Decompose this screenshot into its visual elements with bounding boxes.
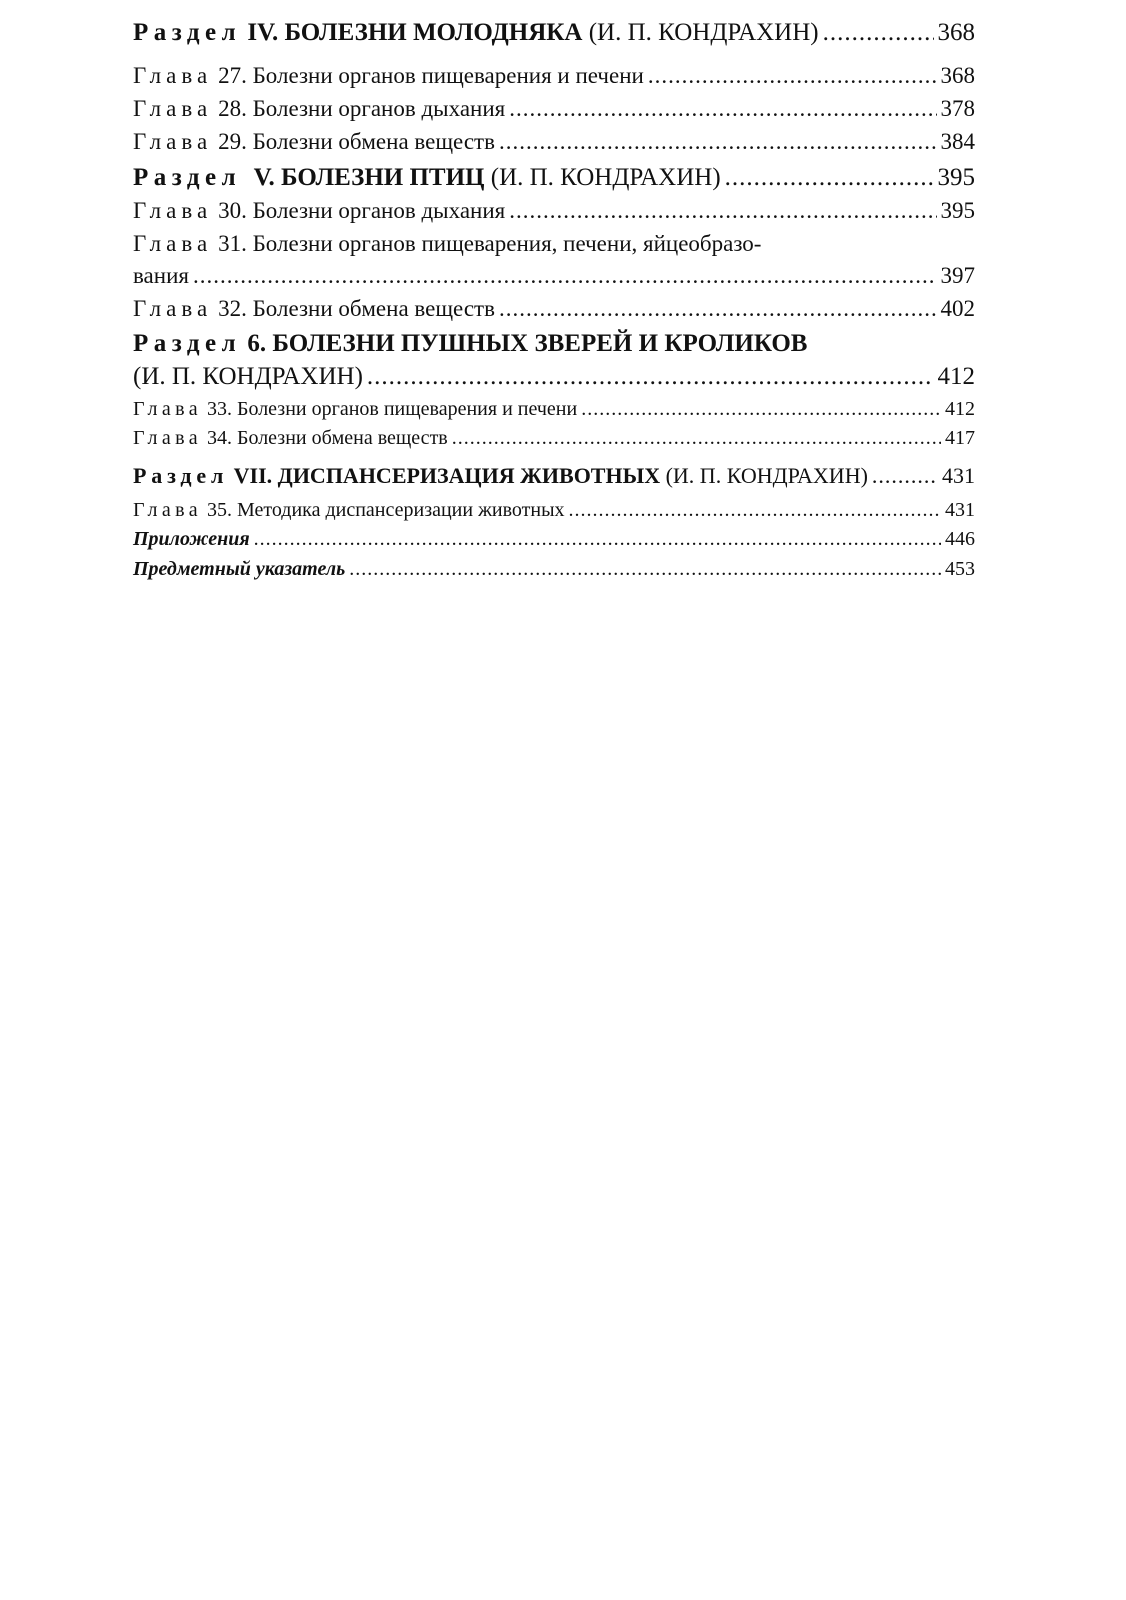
toc-appendix[interactable]	[133, 525, 975, 554]
toc-part-6[interactable]	[133, 327, 975, 393]
part-author: (И. П. КОНДРАХИН)	[133, 363, 363, 390]
chapter-prefix: Глава	[133, 398, 202, 420]
chapter-prefix: Глава	[133, 63, 213, 88]
appendix-title: Приложения	[133, 528, 250, 550]
chapter-prefix: Глава	[133, 499, 202, 521]
part-title: VII. ДИСПАНСЕРИЗАЦИЯ ЖИВОТНЫХ	[233, 463, 661, 488]
toc-chapter-30[interactable]	[133, 195, 975, 227]
leader-dots	[509, 195, 936, 227]
part-prefix: Раздел	[133, 19, 242, 46]
leader-dots	[499, 126, 937, 158]
page-number: 453	[945, 558, 975, 580]
toc-chapter-31[interactable]	[133, 228, 975, 292]
toc-subject-index[interactable]	[133, 555, 975, 584]
chapter-title: 33. Болезни органов пищеварения и печени	[206, 398, 578, 420]
page-number: 412	[945, 398, 975, 420]
index-title: Предметный указатель	[133, 558, 346, 580]
page-number: 397	[940, 263, 975, 288]
toc-chapter-27[interactable]	[133, 60, 975, 92]
chapter-title: 28. Болезни органов дыхания	[218, 96, 506, 121]
toc-part-7[interactable]	[133, 459, 975, 492]
chapter-prefix: Глава	[133, 198, 213, 223]
chapter-title: 27. Болезни органов пищеварения и печени	[218, 63, 644, 88]
leader-dots	[569, 496, 941, 525]
leader-dots	[452, 424, 941, 453]
toc-part-5[interactable]	[133, 161, 975, 194]
part-title-continuation	[133, 360, 975, 393]
leader-dots	[193, 260, 937, 292]
page-number: 446	[945, 528, 975, 550]
toc-chapter-28[interactable]	[133, 93, 975, 125]
part-title: 6. БОЛЕЗНИ ПУШНЫХ ЗВЕРЕЙ И КРОЛИКОВ	[247, 330, 808, 357]
leader-dots	[872, 459, 938, 492]
page-number: 368	[937, 19, 975, 46]
chapter-title: 32. Болезни обмена веществ	[218, 296, 495, 321]
page-number: 402	[940, 296, 975, 321]
part-author: (И. П. КОНДРАХИН)	[665, 463, 868, 488]
chapter-prefix: Глава	[133, 231, 213, 256]
page-number: 368	[940, 63, 975, 88]
part-prefix: Раздел	[133, 463, 229, 488]
page-number: 395	[940, 198, 975, 223]
leader-dots	[509, 93, 936, 125]
toc-chapter-32[interactable]	[133, 293, 975, 325]
toc-chapter-29[interactable]	[133, 126, 975, 158]
leader-dots	[725, 161, 934, 194]
part-prefix: Раздел	[133, 164, 242, 191]
part-author: (И. П. КОНДРАХИН)	[588, 19, 819, 46]
leader-dots	[823, 16, 934, 49]
leader-dots	[499, 293, 937, 325]
chapter-title: 31. Болезни органов пищеварения, печени, яйцеобразо-	[218, 231, 762, 256]
part-author: (И. П. КОНДРАХИН)	[490, 164, 721, 191]
part-title: IV. БОЛЕЗНИ МОЛОДНЯКА	[247, 19, 583, 46]
chapter-prefix: Глава	[133, 129, 213, 154]
leader-dots	[349, 555, 941, 584]
chapter-title-continuation	[133, 260, 975, 292]
leader-dots	[648, 60, 937, 92]
toc-chapter-35[interactable]	[133, 496, 975, 525]
page-number: 384	[940, 129, 975, 154]
leader-dots	[367, 360, 934, 393]
leader-dots	[254, 525, 941, 554]
leader-dots	[581, 395, 941, 424]
chapter-title: 34. Болезни обмена веществ	[206, 427, 448, 449]
toc-part-4[interactable]	[133, 16, 975, 49]
part-prefix: Раздел	[133, 330, 242, 357]
toc-chapter-34[interactable]	[133, 424, 975, 453]
chapter-prefix: Глава	[133, 296, 213, 321]
chapter-title-end: вания	[133, 263, 189, 288]
page-number: 395	[937, 164, 975, 191]
part-title-line	[133, 327, 975, 360]
toc-chapter-33[interactable]	[133, 395, 975, 424]
chapter-title: 35. Методика диспансеризации животных	[206, 499, 565, 521]
chapter-prefix: Глава	[133, 96, 213, 121]
page-number: 431	[942, 463, 975, 488]
page-number: 378	[940, 96, 975, 121]
part-title: V. БОЛЕЗНИ ПТИЦ	[253, 164, 485, 191]
chapter-title: 30. Болезни органов дыхания	[218, 198, 506, 223]
page-number: 431	[945, 499, 975, 521]
page-number: 417	[945, 427, 975, 449]
chapter-title: 29. Болезни обмена веществ	[218, 129, 495, 154]
chapter-title-line	[133, 228, 975, 260]
table-of-contents	[133, 16, 975, 584]
page-number: 412	[937, 363, 975, 390]
chapter-prefix: Глава	[133, 427, 202, 449]
